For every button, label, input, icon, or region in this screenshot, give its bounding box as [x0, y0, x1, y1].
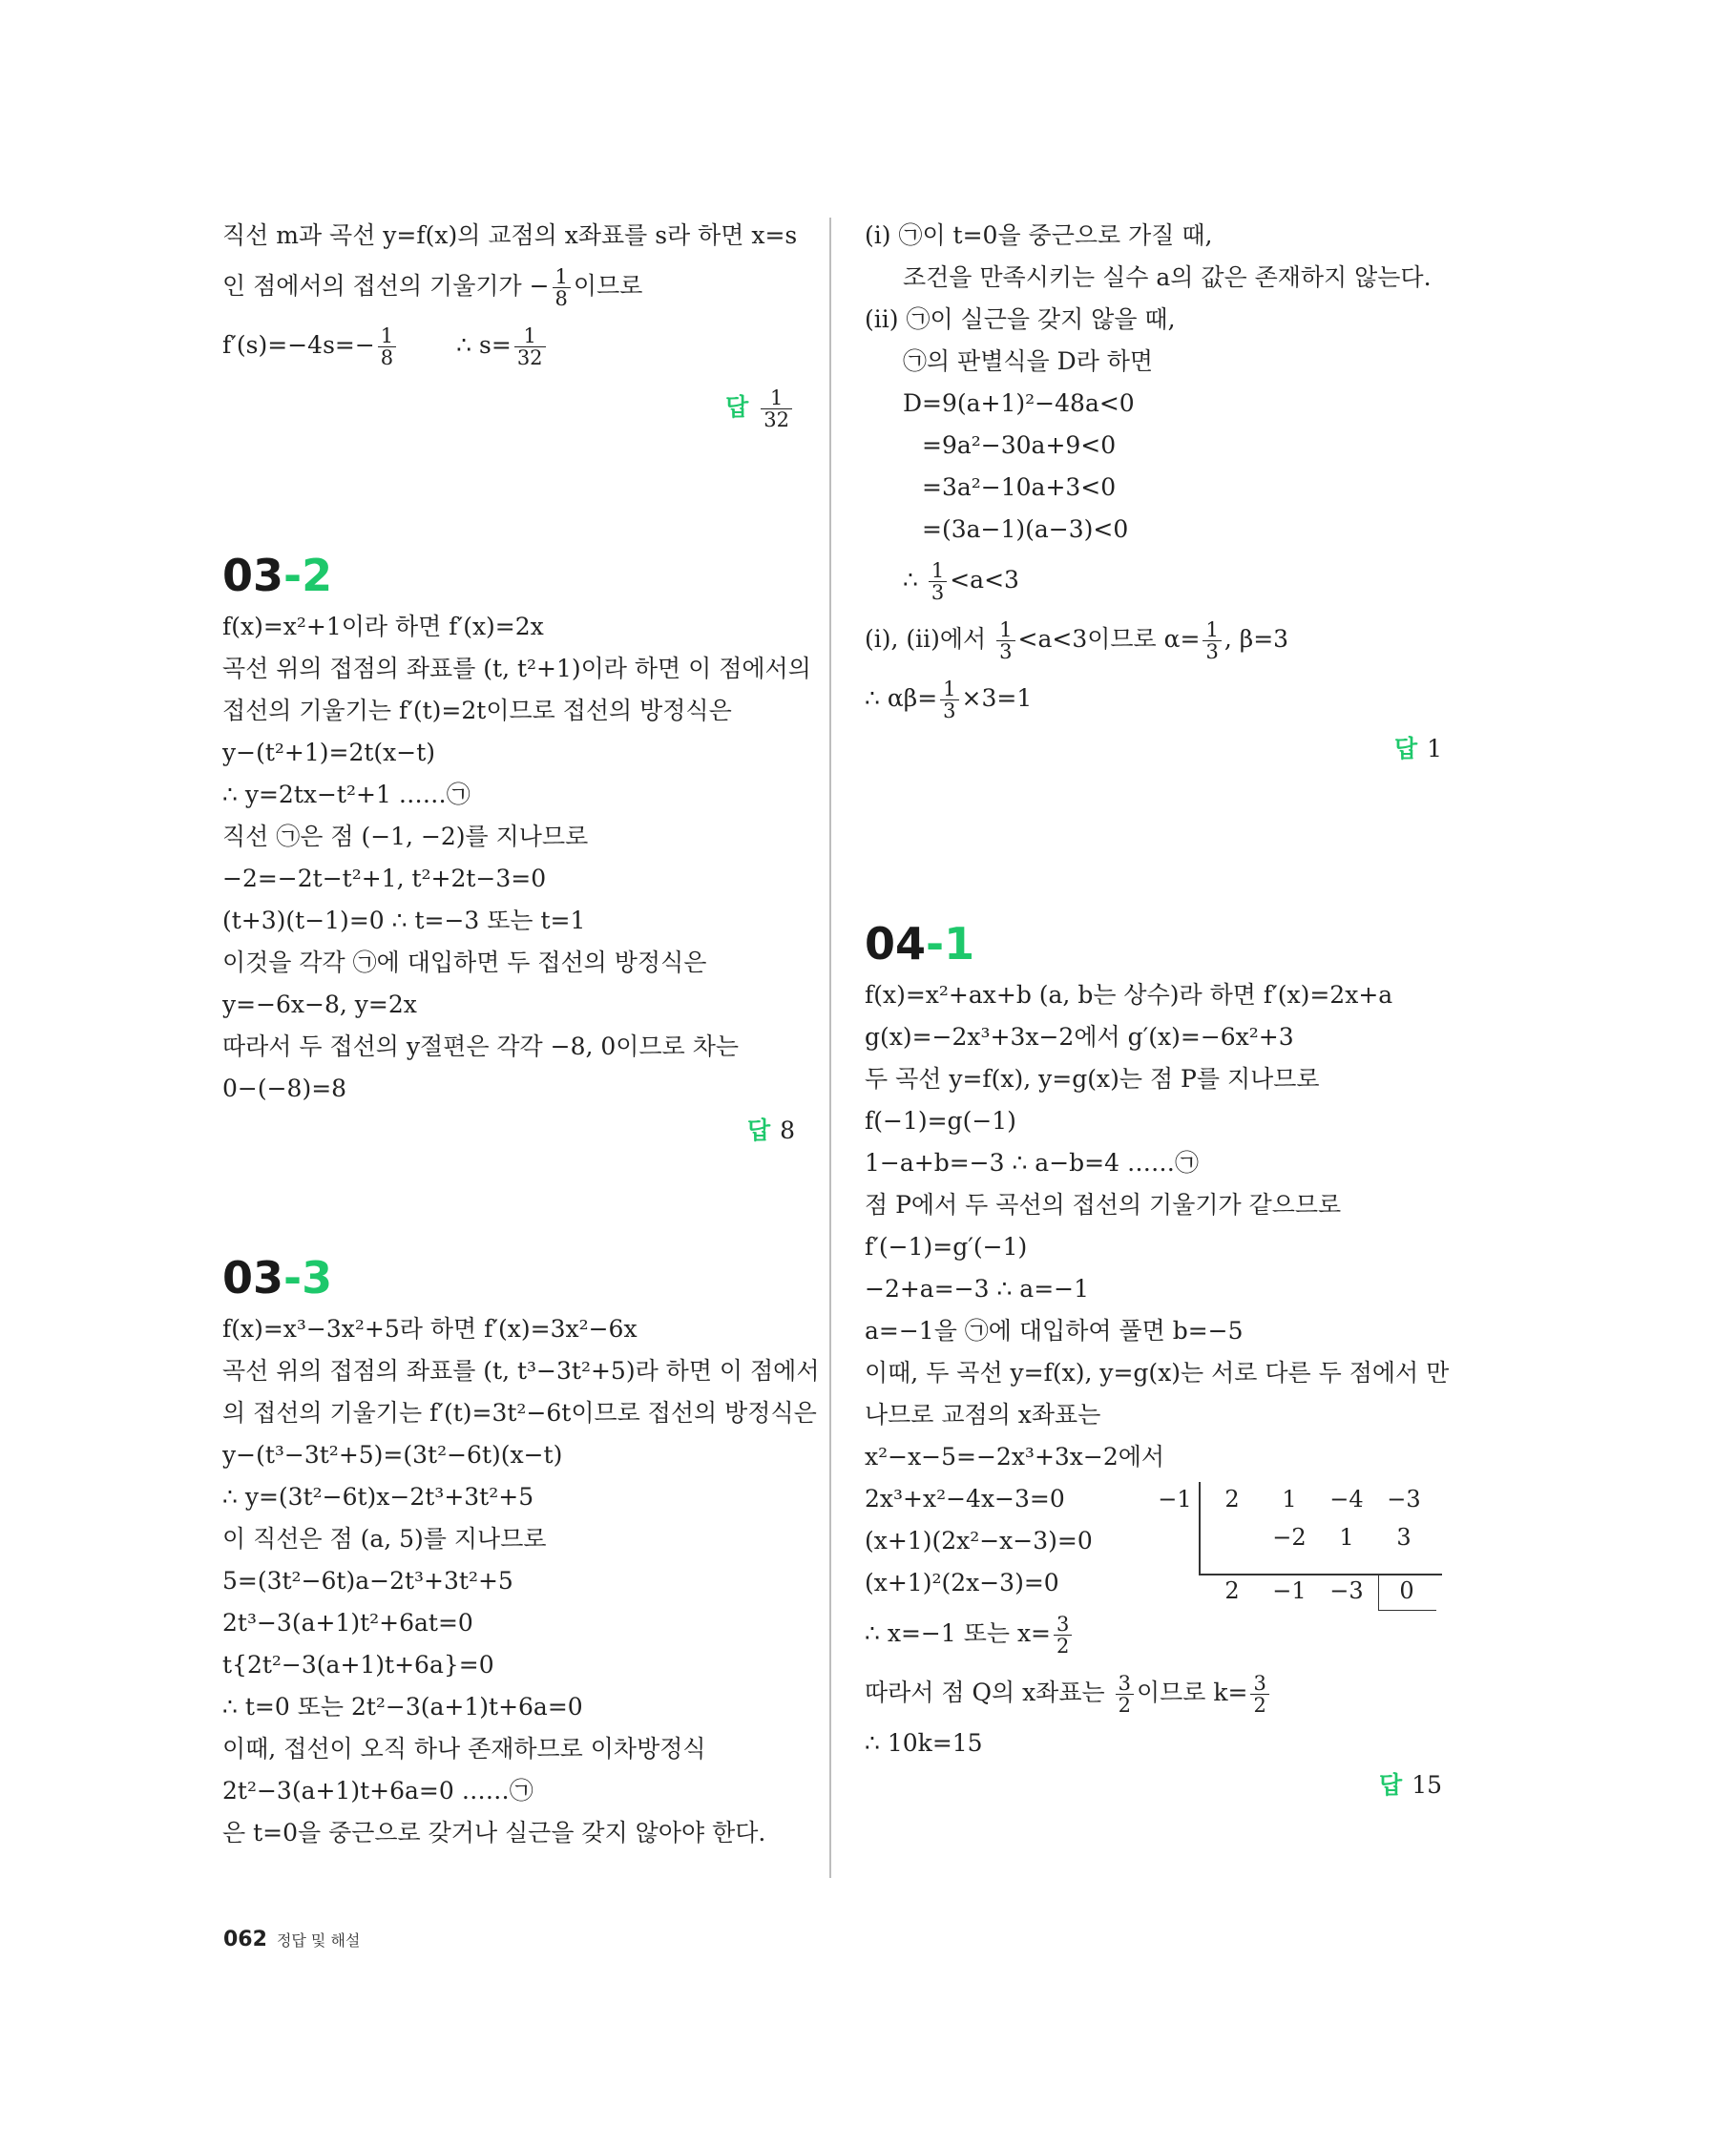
text-line: (ⅰ), (ⅱ)에서 $\frac{1}{3}$ <a<3이므로 α= $\frac{1}{3}$ , β=3 — [865, 618, 1289, 663]
answer-label: 답 — [1379, 1771, 1403, 1799]
text-line: ∴ x=−1 또는 x= $\frac{3}{2}$ — [865, 1604, 1442, 1663]
answer-fraction: $\frac{1}{32}$ — [761, 387, 792, 430]
text-line: (x+1)(2x²−x−3)=0 — [865, 1527, 1093, 1554]
text-line: 이 직선은 점 (a, 5)를 지나므로 — [222, 1525, 547, 1553]
fraction: $\frac{1}{3}$ — [996, 619, 1014, 662]
answer-line: 답 1 — [1393, 735, 1442, 762]
synthetic-division-table — [1151, 1478, 1447, 1604]
text-line: ∴ y=2tx−t²+1 ……㉠ — [222, 781, 471, 808]
text-line: 2t³−3(a+1)t²+6at=0 — [222, 1609, 473, 1637]
text-line: x²−x−5=−2x³+3x−2에서 — [865, 1443, 1165, 1471]
page-title: 정답 및 해설 — [276, 1931, 361, 1950]
division-bar — [1199, 1482, 1201, 1574]
text-line: f(x)=x³−3x²+5라 하면 f′(x)=3x²−6x — [222, 1315, 638, 1343]
coefficient: −4 — [1329, 1486, 1364, 1513]
product-value: 1 — [1339, 1524, 1354, 1551]
text-line: 이때, 접선이 오직 하나 존재하므로 이차방정식 — [222, 1735, 706, 1763]
text-line: f(x)=x²+ax+b (a, b는 상수)라 하면 f′(x)=2x+a — [865, 981, 1393, 1009]
problem-number-heading: 03-3 — [222, 1252, 333, 1304]
fraction: $\frac{3}{2}$ — [1116, 1673, 1134, 1716]
text-line: (t+3)(t−1)=0 ∴ t=−3 또는 t=1 — [222, 907, 586, 934]
coefficient: −3 — [1387, 1486, 1421, 1513]
text-line: 따라서 두 접선의 y절편은 각각 −8, 0이므로 차는 — [222, 1033, 740, 1060]
answer-line: 답 8 — [746, 1116, 795, 1144]
solution-cases — [865, 215, 1442, 770]
text-line: 인 점에서의 접선의 기울기가 − $\frac{1}{8}$ 이므로 — [222, 265, 643, 310]
fraction: $\frac{1}{3}$ — [1203, 619, 1221, 662]
fraction: $\frac{3}{2}$ — [1054, 1614, 1072, 1657]
fraction: $\frac{1}{32}$ — [514, 325, 546, 368]
text-line: D=9(a+1)²−48a<0 — [903, 389, 1135, 417]
text-line: 이것을 각각 ㉠에 대입하면 두 접선의 방정식은 — [222, 949, 707, 976]
text-line: ∴ t=0 또는 2t²−3(a+1)t+6a=0 — [222, 1693, 583, 1721]
text-line: (x+1)²(2x−3)=0 — [865, 1569, 1059, 1596]
solution-04-1 — [865, 913, 1450, 1806]
text-line: (ⅰ) ㉠이 t=0을 중근으로 가질 때, — [865, 221, 1213, 249]
text-line: −2+a=−3 ∴ a=−1 — [865, 1275, 1090, 1303]
coefficient: 1 — [1282, 1486, 1297, 1513]
answer-label: 답 — [746, 1116, 771, 1144]
solution-03-3 — [222, 1247, 820, 1854]
divisor: −1 — [1158, 1486, 1192, 1513]
answer-line: 답 15 — [1379, 1771, 1442, 1799]
text-line: =(3a−1)(a−3)<0 — [922, 515, 1129, 543]
result-value: −1 — [1272, 1577, 1307, 1604]
fraction: $\frac{1}{8}$ — [378, 325, 396, 368]
text-line: 이때, 두 곡선 y=f(x), y=g(x)는 서로 다른 두 점에서 만 — [865, 1359, 1450, 1387]
fraction: $\frac{1}{8}$ — [553, 266, 571, 309]
result-value: −3 — [1329, 1577, 1364, 1604]
remainder-value: 0 — [1399, 1577, 1414, 1604]
text-line: 2t²−3(a+1)t+6a=0 ……㉠ — [222, 1777, 533, 1805]
product-value: 3 — [1396, 1524, 1412, 1551]
product-value: −2 — [1272, 1524, 1307, 1551]
fraction: $\frac{1}{3}$ — [940, 678, 958, 721]
text-line: 5=(3t²−6t)a−2t³+3t²+5 — [222, 1567, 513, 1595]
coefficient: 2 — [1224, 1486, 1240, 1513]
text-line: 직선 m과 곡선 y=f(x)의 교점의 x좌표를 s라 하면 x=s — [222, 221, 798, 249]
left-column — [222, 215, 820, 1854]
text-line: t{2t²−3(a+1)t+6a}=0 — [222, 1651, 494, 1679]
page-footer — [223, 1928, 360, 1951]
text-line: 의 접선의 기울기는 f′(t)=3t²−6t이므로 접선의 방정식은 — [222, 1399, 817, 1427]
solution-03-2 — [222, 545, 811, 1152]
text-line: =9a²−30a+9<0 — [922, 431, 1117, 459]
text-line: ∴ αβ= $\frac{1}{3}$ ×3=1 — [865, 678, 1033, 722]
text-line: ∴ 10k=15 — [865, 1729, 983, 1757]
text-line: 1−a+b=−3 ∴ a−b=4 ……㉠ — [865, 1149, 1199, 1177]
text-line: ∴ $\frac{1}{3}$ <a<3 — [903, 559, 1019, 604]
problem-number-heading: 04-1 — [865, 918, 975, 970]
fraction: $\frac{3}{2}$ — [1250, 1673, 1268, 1716]
text-line: 0−(−8)=8 — [222, 1074, 347, 1102]
text-line: =3a²−10a+3<0 — [922, 473, 1117, 501]
answer-label: 답 — [725, 393, 749, 421]
text-line: 두 곡선 y=f(x), y=g(x)는 점 P를 지나므로 — [865, 1065, 1320, 1093]
answer-label: 답 — [1393, 735, 1418, 762]
text-line: y−(t³−3t²+5)=(3t²−6t)(x−t) — [222, 1441, 563, 1469]
synthetic-division-block — [865, 1478, 1442, 1604]
text-line: ㉠의 판별식을 D라 하면 — [903, 347, 1154, 375]
text-line: g(x)=−2x³+3x−2에서 g′(x)=−6x²+3 — [865, 1023, 1294, 1051]
problem-number-heading: 03-2 — [222, 550, 333, 601]
result-value: 2 — [1224, 1577, 1240, 1604]
text-line: 2x³+x²−4x−3=0 — [865, 1485, 1065, 1513]
column-divider — [829, 218, 831, 1878]
text-line: 곡선 위의 접점의 좌표를 (t, t³−3t²+5)라 하면 이 점에서 — [222, 1357, 820, 1385]
text-line: y−(t²+1)=2t(x−t) — [222, 739, 435, 766]
text-line: f′(−1)=g′(−1) — [865, 1233, 1028, 1261]
text-line: −2=−2t−t²+1, t²+2t−3=0 — [222, 865, 547, 892]
right-column — [865, 215, 1450, 1806]
text-line: 직선 ㉠은 점 (−1, −2)를 지나므로 — [222, 823, 589, 850]
text-line: 접선의 기울기는 f′(t)=2t이므로 접선의 방정식은 — [222, 697, 732, 724]
text-line: 곡선 위의 접점의 좌표를 (t, t²+1)이라 하면 이 점에서의 — [222, 655, 811, 682]
text-line: y=−6x−8, y=2x — [222, 991, 417, 1018]
answer-line — [222, 386, 795, 430]
text-line: ∴ y=(3t²−6t)x−2t³+3t²+5 — [222, 1483, 534, 1511]
text-line: f(−1)=g(−1) — [865, 1107, 1016, 1135]
text-line: 조건을 만족시키는 실수 a의 값은 존재하지 않는다. — [903, 263, 1432, 291]
text-line: f′(s)=−4s=− $\frac{1}{8}$ ∴ s= $\frac{1}{32}$ — [222, 316, 795, 375]
text-line: 점 P에서 두 곡선의 접선의 기울기가 같으므로 — [865, 1191, 1342, 1219]
text-line: (ⅱ) ㉠이 실근을 갖지 않을 때, — [865, 305, 1176, 333]
text-line: 나므로 교점의 x좌표는 — [865, 1401, 1101, 1429]
text-line: 은 t=0을 중근으로 갖거나 실근을 갖지 않아야 한다. — [222, 1819, 766, 1846]
fraction: $\frac{1}{3}$ — [929, 560, 947, 603]
text-line: a=−1을 ㉠에 대입하여 풀면 b=−5 — [865, 1317, 1244, 1345]
text-line: 따라서 점 Q의 x좌표는 $\frac{3}{2}$ 이므로 k= $\frac{3}{2}$ — [865, 1663, 1442, 1722]
text-line: f(x)=x²+1이라 하면 f′(x)=2x — [222, 613, 544, 640]
solution-continuation — [222, 215, 798, 431]
page-number: 062 — [223, 1928, 267, 1951]
